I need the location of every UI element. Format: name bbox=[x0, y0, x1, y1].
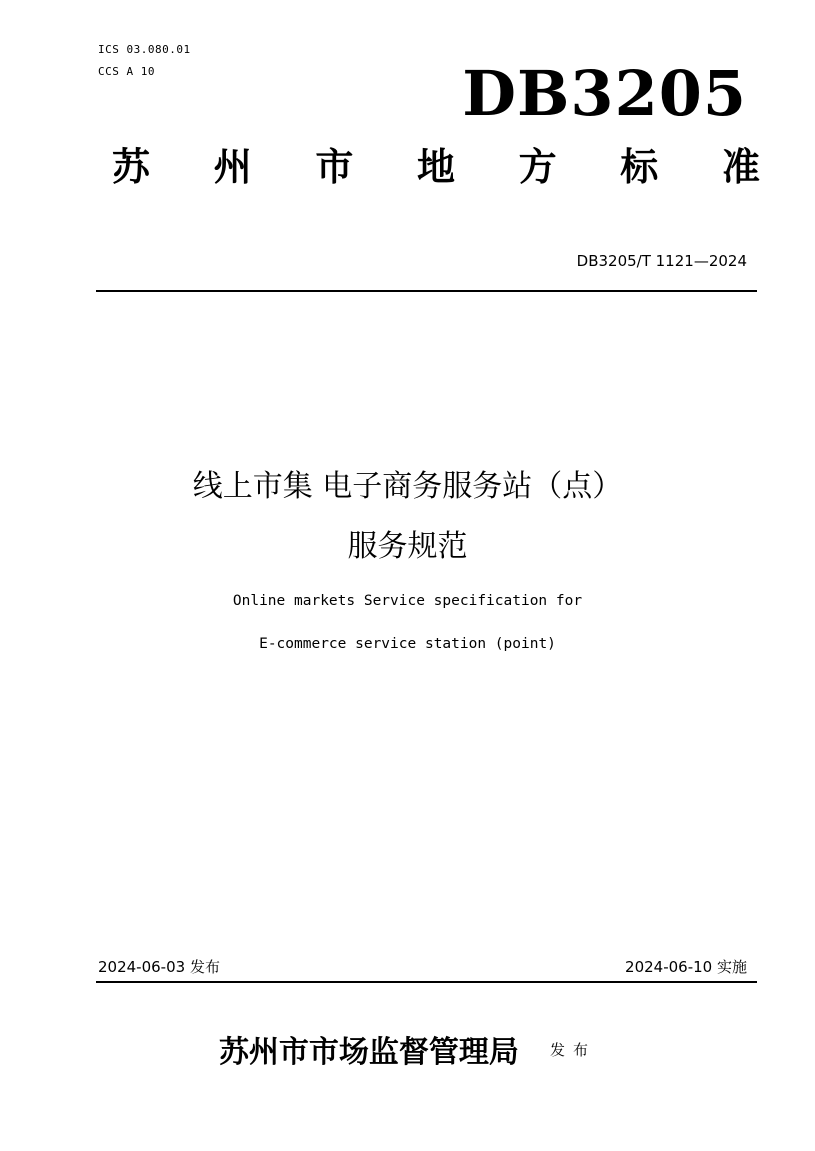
standard-type-char: 地 bbox=[416, 143, 455, 189]
title-english-line-1: Online markets Service specification for bbox=[232, 593, 583, 609]
ccs-code: CCS A 10 bbox=[98, 65, 155, 78]
standard-type-char: 标 bbox=[620, 143, 659, 189]
standard-logo: DB3205 bbox=[462, 57, 747, 130]
bottom-divider bbox=[96, 981, 757, 983]
standard-number: DB3205/T 1121—2024 bbox=[576, 252, 747, 270]
standard-type-char: 准 bbox=[721, 143, 760, 189]
standard-type-char: 州 bbox=[213, 143, 252, 189]
publish-date: 2024-06-03 发布 bbox=[98, 958, 220, 976]
title-english-line-2: E-commerce service station (point) bbox=[259, 636, 556, 652]
title-chinese-line-1: 线上市集 电子商务服务站（点） bbox=[192, 469, 623, 504]
title-chinese-line-2: 服务规范 bbox=[347, 529, 468, 564]
top-divider bbox=[96, 290, 757, 292]
standard-type bbox=[112, 138, 760, 188]
standard-type-char: 苏 bbox=[112, 143, 151, 189]
issuer bbox=[0, 1027, 815, 1071]
standard-type-char: 方 bbox=[518, 143, 557, 189]
issuer-suffix: 发布 bbox=[550, 1040, 597, 1059]
issuer-name: 苏州市市场监督管理局 bbox=[218, 1035, 519, 1070]
standard-type-char: 市 bbox=[315, 143, 354, 189]
implementation-date: 2024-06-10 实施 bbox=[625, 958, 747, 976]
ics-code: ICS 03.080.01 bbox=[98, 43, 191, 56]
